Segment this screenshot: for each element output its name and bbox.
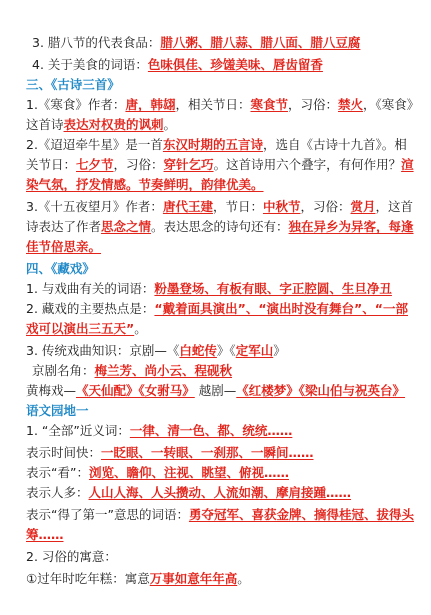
item-qianniu-cont1: 关节日：七夕节，习俗：穿针乞巧。这首诗用六个叠字，有何作用？渲 (26, 157, 414, 172)
item-shiwuye: 3.《十五夜望月》作者：唐代王建，节日：中秋节，习俗：赏月，这首 (26, 199, 414, 214)
item-jingju-actors: 京剧名角：梅兰芳、尚小云、程砚秋 (32, 363, 233, 378)
item-first-place: 表示“得了第一”意思的词语：勇夺冠军、喜获金牌、摘得桂冠、拔得头 (26, 507, 414, 522)
item-huangmei-yue: 黄梅戏—《天仙配》《女驸马》 越剧—《红楼梦》《梁山伯与祝英台》 (26, 383, 406, 398)
item-jingju: 3. 传统戏曲知识：京剧—《白蛇传》《定军山》 (26, 343, 286, 358)
item-kan: 表示“看”：浏览、瞻仰、注视、眺望、俯视…… (26, 465, 289, 480)
item-many-people: 表示人多：人山人海、人头攒动、人流如潮、摩肩接踵…… (26, 485, 352, 500)
item-first-place-cont: 筹…… (26, 527, 64, 542)
item-niangao: ①过年时吃年糕：寓意万事如意年年高。 (26, 571, 250, 586)
item-opera-hotspot: 2. 藏戏的主要热点是：“戴着面具演出”、“演出时没有舞台”、“一部 (26, 301, 408, 316)
item-hanshi-cont: 这首诗表达对权贵的讽刺。 (26, 117, 177, 132)
item-shiwuye-cont2: 佳节倍思亲。 (26, 239, 102, 254)
item-hanshi: 1.《寒食》作者：唐，韩翃，相关节日：寒食节，习俗：禁火，《寒食》 (26, 97, 420, 112)
item-qianniu: 2.《迢迢牵牛星》是一首东汉时期的五言诗，选自《古诗十九首》。相 (26, 137, 407, 152)
item-shiwuye-cont1: 诗表达了作者思念之情。表达思念的诗句还有：独在异乡为异客，每逢 (26, 219, 414, 234)
item-quanbu: 1. “全部”近义词：一律、清一色、都、统统…… (26, 423, 293, 438)
item-laba-food: 3. 腊八节的代表食品：腊八粥、腊八蒜、腊八面、腊八豆腐 (32, 35, 361, 50)
section-heading-gushi: 三、《古诗三首》 (26, 77, 120, 92)
item-food-words: 4. 关于美食的词语：色味俱佳、珍馐美味、唇齿留香 (32, 57, 323, 72)
section-heading-cangxi: 四、《藏戏》 (26, 261, 95, 276)
item-opera-words: 1. 与戏曲有关的词语：粉墨登场、有板有眼、字正腔圆、生旦净丑 (26, 281, 392, 296)
item-custom-meaning: 2. 习俗的寓意： (26, 549, 117, 564)
item-qianniu-cont2: 染气氛，抒发情感。节奏鲜明，韵律优美。 (26, 177, 264, 192)
item-time-fast: 表示时间快：一眨眼、一转眼、一刹那、一瞬间…… (26, 445, 314, 460)
item-opera-hotspot-cont: 戏可以演出三五天”。 (26, 321, 147, 336)
section-heading-yuwenyuandi: 语文园地一 (26, 403, 89, 418)
